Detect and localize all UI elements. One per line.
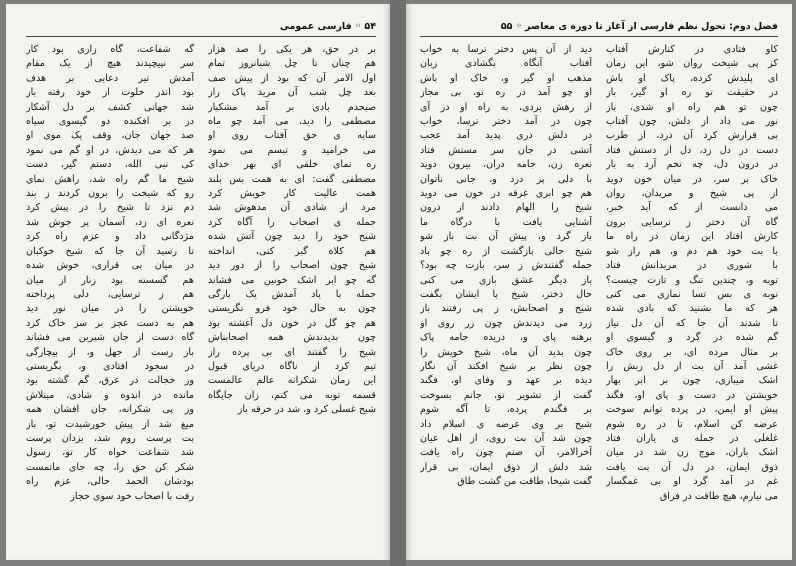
verse-line: مرد از شادی آن مدهوش شد	[208, 202, 376, 214]
verse-line: چون شد آن بت روی، از اهل عیان	[420, 432, 592, 444]
verse-line: شد جهانی کشف بر دل آشکار	[26, 101, 194, 113]
verse-line: مصطفی را دید، می آمد چو ماه	[208, 116, 376, 128]
verse-line: ره نمای خلقی ای بهر خدای	[208, 159, 376, 171]
verse-line: کارش افتاد این زمان در راه ما	[606, 231, 778, 243]
verse-line: از پی شیخ و مریدان، روان	[606, 188, 778, 200]
right-page	[406, 4, 792, 560]
verse-line: آشنایی یافت با درگاه ما	[420, 216, 592, 228]
verse-line: جمله گفتندش ز سر، بازت چه بود؟	[420, 260, 592, 272]
left-page-column-right	[208, 43, 376, 560]
verse-line: شیخ را گفتند ای بی پرده راز	[208, 346, 376, 358]
verse-line: گه چو ابر اشک خونین می فشاند	[208, 274, 376, 286]
verse-line: توبه و، چندین تنگ و تازت چیست؟	[606, 274, 778, 286]
right-page-header	[420, 18, 778, 37]
verse-line: هم چنان تا چل شبانروز تمام	[208, 58, 376, 70]
verse-line: شیخ را الهام دادند از درون	[420, 202, 592, 214]
left-page-column-left	[26, 43, 194, 560]
verse-line: دم نزد تا شیخ را در پیش کرد	[26, 202, 194, 214]
verse-line: همت عالیت کار خویش کرد	[208, 188, 376, 200]
right-page-running-head: فصل دوم: تحول نظم فارسی از آغاز تا دوره ی معاصر ◦ ۵۵	[500, 20, 778, 32]
verse-line: شیخ حالی بازگشت از ره چو باد	[420, 245, 592, 257]
verse-line: گاه دست از جان شیرین می فشاند	[26, 332, 194, 344]
verse-line: غم در آمد گرد او بی غمگسار	[606, 476, 778, 488]
verse-line: دیده بر عهد و وفای او، فگند	[420, 375, 592, 387]
verse-line: آفتاب آنگاه بگشادی زبان	[420, 58, 592, 70]
verse-line: خویشتن را در میان نور دید	[26, 303, 194, 315]
right-page-column-right	[606, 43, 778, 560]
right-page-columns	[420, 43, 778, 560]
verse-line: در دلش دری پدید آمد عجب	[420, 130, 592, 142]
verse-line: تا شدند آن جا که آن دل نیاز	[606, 317, 778, 329]
verse-line: این زمان شکرانه عالم عالمست	[208, 375, 376, 387]
verse-line: چون بدیدندش همه اصحابناش	[208, 332, 376, 344]
verse-line: مانده در اندوه و شادی، مبتلاش	[26, 389, 194, 401]
verse-line: هر که می دیدش، در او گم می نمود	[26, 144, 194, 156]
verse-line: نور می داد از دلش، چون آفتاب	[606, 116, 778, 128]
verse-line: شد دلش از ذوق ایمان، بی قرار	[420, 461, 592, 473]
verse-line: سر نپیچیدند هیچ از یک مقام	[26, 58, 194, 70]
verse-line: می خرامید و تبسم می نمود	[208, 144, 376, 156]
verse-line: قسمه توبه می کنم، زان جایگاه	[208, 389, 376, 401]
verse-line: پیش او ایمن، در پرده توانم سوخت	[606, 404, 778, 416]
verse-line: بعد چل شب آن مرید پاک راز	[208, 87, 376, 99]
verse-line: باز دیگر عشق بازی می کنی	[420, 274, 592, 286]
verse-line: رفت با اصحاب خود سوی حجاز	[70, 490, 194, 502]
verse-line: زرد می دیدندش چون زر روی او	[420, 317, 592, 329]
verse-line: خاک بر سر، در میان خون دوید	[606, 173, 778, 185]
verse-line: بی قرارش کرد آن درد، از طرب	[606, 130, 778, 142]
verse-line: کاو فتادی در کنارش آفتاب	[606, 44, 778, 55]
verse-line: هر که ما بشنید که بادی شده	[606, 303, 778, 315]
verse-line: از رهش بردی، به راه او در آی	[420, 101, 592, 113]
verse-line: مصطفی گفت: ای به همت بس بلند	[208, 173, 376, 185]
verse-line: شیخ بر وی عرضه ی اسلام داد	[420, 418, 592, 430]
verse-line: صد جهان جان، وقف یک موی او	[26, 130, 194, 142]
verse-line: غلغلی در جمله ی یاران فتاد	[606, 432, 778, 444]
verse-line: تیم کرد از ناگاه دریای قبول	[208, 360, 376, 372]
left-page-running-head: ۵۴ ◦ فارسی عمومی	[279, 20, 376, 32]
verse-line: با شوری در مریدانش فتاد	[606, 260, 778, 272]
verse-line: شیخ ما گم راه شد، راهش نمای	[26, 173, 194, 185]
verse-line: مژدگانی داد و عزم راه کرد	[26, 231, 194, 243]
left-page	[6, 4, 390, 560]
verse-line: شد شفاعت خواه کار تو، رسول	[26, 447, 194, 459]
verse-line: صبحدم بادی بر آمد مشکبار	[208, 101, 376, 113]
verse-line: چون در آمد دختر ترسا، خواب	[420, 116, 592, 128]
verse-line: هم چو گل در خون دل آغشته بود	[208, 317, 376, 329]
verse-line: بر مثال مرده ای، بر روی خاک	[606, 346, 778, 358]
verse-line: گفت از تشویر تو، جانم بسوخت	[420, 389, 592, 401]
verse-line: نوبه ی بس تسا نمازی می کنی	[606, 288, 778, 300]
verse-line: گم شده در گرد و گیسوی او	[606, 332, 778, 344]
verse-line: آتشی در جان سر مستش فتاد	[420, 144, 592, 156]
verse-line: بر در حق، هر یکی را صد هزار	[208, 44, 376, 55]
verse-line: خویشتن در دست و پای او، فگند	[606, 389, 778, 401]
verse-line: تا رسید آن جا که شیخ خوکبان	[26, 245, 194, 257]
verse-line: بت پرست روم شد، یزدان پرست	[26, 432, 194, 444]
verse-line: می دانست از که آید خبر،	[606, 202, 778, 214]
verse-line: در میان بی قراری، خوش شده	[26, 260, 194, 272]
verse-line: کز پی شیخت روان شو، این زمان	[606, 58, 778, 70]
verse-line: او چو آمد در ره تو، بی مجاز	[420, 87, 592, 99]
verse-line: هم گسسته بود زنار از میان	[26, 274, 194, 286]
verse-line: باز رست از جهل و، از بیچارگی	[26, 346, 194, 358]
verse-line: برهنه پای و، دریده جامه پاک	[420, 332, 592, 344]
verse-line: چون تو هم راه او شدی، باز	[606, 101, 778, 113]
verse-line: بودشان الحمد حالی، عزم راه	[26, 476, 194, 488]
left-page-columns	[26, 43, 376, 560]
verse-line: جمله ی اصحاب را آگاه کرد	[208, 216, 376, 228]
verse-line: حال دختر، شیخ با ایشان بگفت	[420, 288, 592, 300]
verse-line: چون بدید آن ماه، شیخ خویش را	[420, 346, 592, 358]
verse-line: آخرالامر، آن صنم چون راه یافت	[420, 447, 592, 459]
verse-line: با دلی پر درد و، جانی ناتوان	[420, 173, 592, 185]
verse-line: عرضه کن اسلام، تا در ره شوم	[606, 418, 778, 430]
verse-line: باز گرد و، پیش آن بت باز شو	[420, 231, 592, 243]
verse-line: هم کلاه گبر کنی، انداخته	[208, 245, 376, 257]
verse-line: دست در دل زد، دل از دستش فتاد	[606, 144, 778, 156]
verse-line: بود اندر خلوت از خود رفته باز	[26, 87, 194, 99]
verse-line: چون نظر بر شیخ افکند آن نگار	[420, 360, 592, 372]
verse-line: هم به دست عجز بر سر خاک کرد	[26, 317, 194, 329]
verse-line: شیخ چون اصحاب را از دور دید	[208, 260, 376, 272]
verse-line: نعره زن، جامه دران، بیرون دوید	[420, 159, 592, 171]
right-page-column-left	[420, 43, 592, 560]
verse-line: شیخ خود را دید چون آتش شده	[208, 231, 376, 243]
verse-line: در بر افکنده دو گیسوی سیاه	[26, 116, 194, 128]
verse-line: گاه آن دختر ز ترسایی برون	[606, 216, 778, 228]
verse-line: اول الامر آن که بود از پیش صف	[208, 72, 376, 84]
verse-line: با بت خود هم دم و، هم راز شو	[606, 245, 778, 257]
verse-line: هم ز ترسایی، دلی پرداخته	[26, 288, 194, 300]
verse-line: هم چو ابری غرقه در خون می دوید	[420, 188, 592, 200]
verse-line: در حقیقت تو ره او گیر، باز	[606, 87, 778, 99]
verse-line: چون به حال خود فرو نگریستی	[208, 303, 376, 315]
verse-line: نعره ای زد، آسمان پر جوش شد	[26, 216, 194, 228]
verse-line: گفت شیخا، طاقت من گشت طاق	[457, 476, 592, 488]
verse-line: کی نبی الله، دستم گیر، دست	[26, 159, 194, 171]
verse-line: می نیارم، هیچ طاقت در فراق	[659, 490, 778, 502]
verse-line: گه شفاعت، گاه زاری بود کار	[26, 44, 194, 55]
book-gutter	[390, 0, 406, 566]
verse-line: دید از آن پس دختر ترسا به خواب	[420, 44, 592, 55]
verse-line: اشک میباری، چون بر ابر بهار	[606, 375, 778, 387]
verse-line: غشی آمد آن بت از دل ربش را	[606, 360, 778, 372]
verse-line: در درون دل، چه تخم آرد به بار	[606, 159, 778, 171]
verse-line: اشک باران، موج زن شد در میان	[606, 447, 778, 459]
verse-line: شیخ و اصحابش، ز پی رفتند باز	[420, 303, 592, 315]
verse-line: در سجود افتادی و، بگریستی	[26, 360, 194, 372]
verse-line: رو که شیخت را برون کردند ز بند	[26, 188, 194, 200]
verse-line: میغ شد از پیش خورشیدت تو، باز	[26, 418, 194, 430]
verse-line: شیخ غسلی کرد و، شد در خرقه باز	[237, 404, 376, 416]
verse-line: وز خجالت در عرق، گم گشته بود	[26, 375, 194, 387]
verse-line: جمله با یاد آمدش یک بارگی	[208, 288, 376, 300]
verse-line: آمدش تیر دعایی بر هدف	[26, 72, 194, 84]
verse-line: بر فگندم پرده، تا آگه شوم	[420, 404, 592, 416]
verse-line: سایه ی حق آفتاب روی او	[208, 130, 376, 142]
left-page-header	[26, 18, 376, 37]
verse-line: ای پلیدش کرده، پاک او باش	[606, 72, 778, 84]
verse-line: مذهب او گیر و، خاک او باش	[420, 72, 592, 84]
verse-line: وز پی شکرانه، جان افشان همه	[26, 404, 194, 416]
verse-line: شکر کن حق را، چه جای ماتمست	[26, 461, 194, 473]
verse-line: ذوق ایمان، در دل آن بت یافت	[606, 461, 778, 473]
